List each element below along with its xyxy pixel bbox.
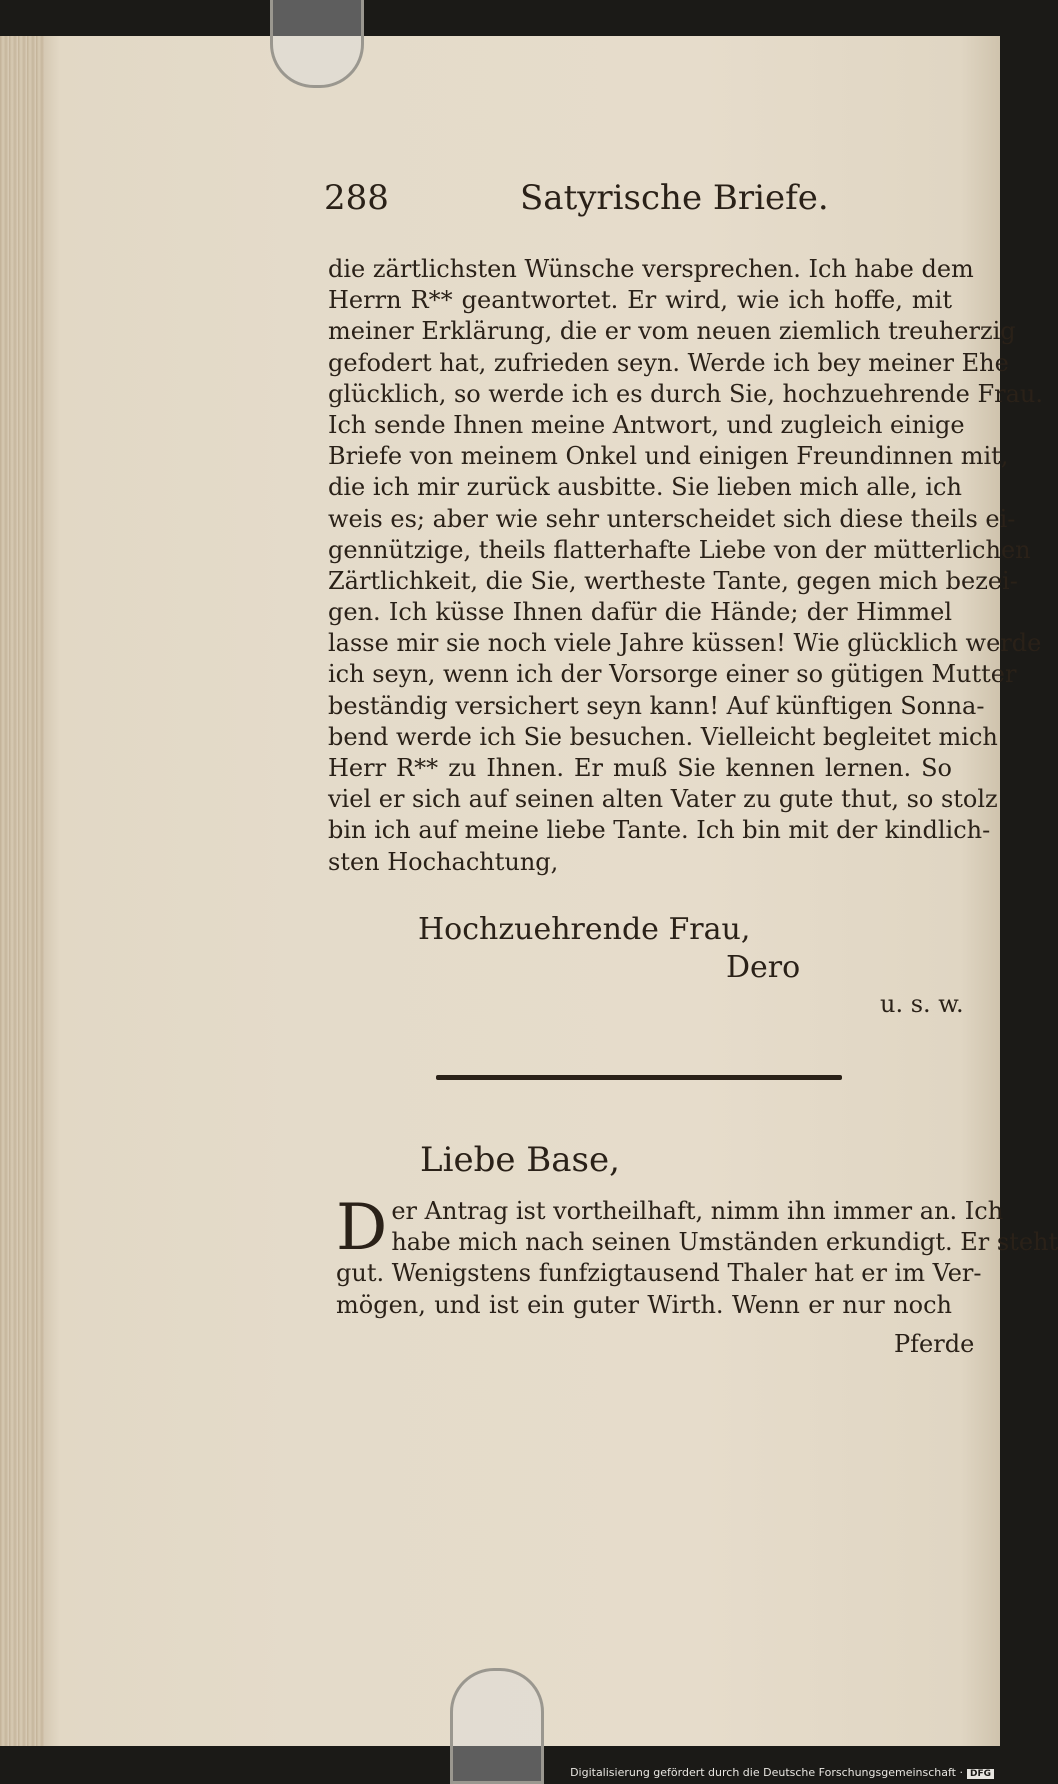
text-line: gut. Wenigstens funfzigtausend Thaler hat er im Ver-: [336, 1259, 982, 1288]
text-line: er Antrag ist vortheilhaft, nimm ihn immer an. Ich: [391, 1197, 1004, 1225]
text-line: gefodert hat, zufrieden seyn. Werde ich bey meiner Ehe: [328, 348, 1009, 377]
page-header: [324, 178, 924, 228]
text-line: gennützige, theils flatterhafte Liebe von der mütterlichen: [328, 535, 1031, 564]
closing-usw: u. s. w.: [880, 990, 964, 1018]
closing-dero: Dero: [726, 950, 801, 985]
digitization-credit: [570, 1766, 994, 1779]
letter-two-salutation: Liebe Base,: [420, 1140, 620, 1180]
text-line: die zärtlichsten Wünsche versprechen. Ich habe dem: [328, 255, 974, 283]
text-line: ich seyn, wenn ich der Vorsorge einer so gütigen Mutter: [328, 660, 1017, 689]
letter-two-body: [336, 1191, 1058, 1321]
letter-one-body: [328, 254, 1043, 878]
text-line: Herrn R** geantwortet. Er wird, wie ich hoffe, mit: [328, 286, 952, 315]
text-line: Ich sende Ihnen meine Antwort, und zugleich einige: [328, 410, 965, 439]
top-page-clip: [270, 0, 364, 88]
dfg-logo: DFG: [967, 1769, 994, 1779]
running-title: Satyrische Briefe.: [520, 178, 829, 218]
page-edge-stack: [0, 36, 44, 1746]
catchword: Pferde: [894, 1330, 975, 1358]
bottom-page-clip: [450, 1668, 544, 1784]
text-line: bend werde ich Sie besuchen. Vielleicht begleitet mich: [328, 722, 998, 751]
closing-address: Hochzuehrende Frau,: [418, 912, 751, 947]
text-line: viel er sich auf seinen alten Vater zu gute thut, so stolz: [328, 785, 998, 814]
text-line: Briefe von meinem Onkel und einigen Freundinnen mit,: [328, 442, 1009, 471]
text-line: bin ich auf meine liebe Tante. Ich bin mit der kindlich-: [328, 816, 991, 845]
text-line: beständig versichert seyn kann! Auf künftigen Sonna-: [328, 691, 985, 720]
credit-text: Digitalisierung gefördert durch die Deutsche Forschungsgemeinschaft ·: [570, 1766, 963, 1779]
text-line: meiner Erklärung, die er vom neuen ziemlich treuherzig: [328, 317, 1016, 346]
text-line: glücklich, so werde ich es durch Sie, hochzuehrende Frau.: [328, 379, 1043, 408]
text-line: gen. Ich küsse Ihnen dafür die Hände; der Himmel: [328, 598, 952, 627]
section-divider-rule: [436, 1075, 842, 1080]
text-line: Herr R** zu Ihnen. Er muß Sie kennen lernen. So: [328, 754, 952, 782]
text-line: Zärtlichkeit, die Sie, wertheste Tante, gegen mich bezei-: [328, 566, 1018, 595]
page-number: 288: [324, 178, 389, 218]
drop-capital: D: [336, 1191, 388, 1265]
text-line: weis es; aber wie sehr unterscheidet sich diese theils ei-: [328, 504, 1016, 533]
text-line: habe mich nach seinen Umständen erkundigt. Er steht: [391, 1228, 1058, 1257]
text-line: mögen, und ist ein guter Wirth. Wenn er nur noch: [336, 1290, 952, 1319]
text-line: sten Hochachtung,: [328, 847, 559, 876]
text-line: lasse mir sie noch viele Jahre küssen! Wie glücklich werde: [328, 629, 1042, 658]
text-line: die ich mir zurück ausbitte. Sie lieben mich alle, ich: [328, 473, 962, 502]
